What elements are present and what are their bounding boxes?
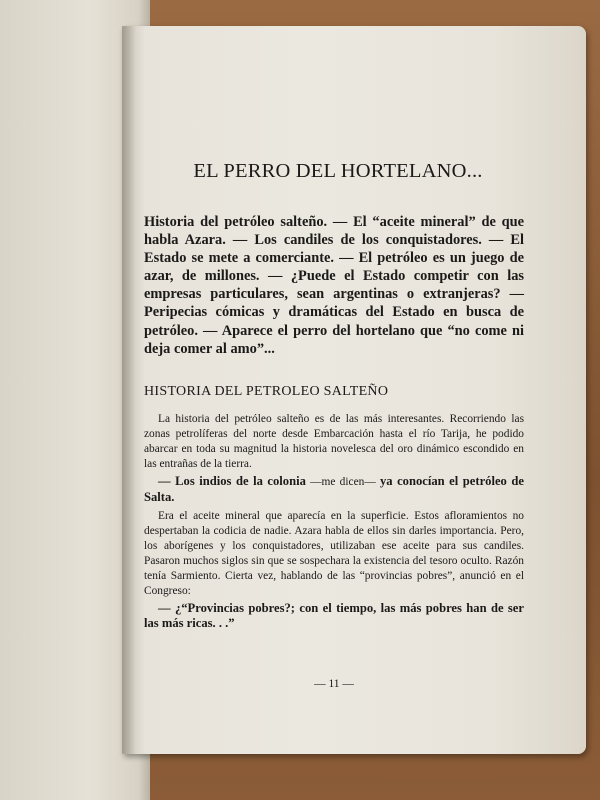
- paragraph-1: La historia del petróleo salteño es de las más interesantes. Recorriendo las zonas petrolíferas del norte desde Embarcación hasta el río Tarija, he podido abarcar en toda su magnitud la historia novelesca del oro dinámico escondido en las entrañas de la tierra.: [144, 412, 524, 471]
- page-gutter-shadow: [122, 26, 136, 754]
- quote-1-part-2: ya conocían el petróleo de Salta.: [144, 474, 524, 505]
- quote-1: [144, 474, 524, 505]
- section-heading: HISTORIA DEL PETROLEO SALTEÑO: [144, 383, 389, 399]
- quote-1-aside: —me dicen—: [305, 476, 380, 489]
- paragraph-2: Era el aceite mineral que aparecía en la superficie. Estos afloramientos no despertaban la codicia de nadie. Azara habla de ellos sin darles importancia. Pero, los aborígenes y los conquistadores, utilizaban ese aceite para sus candiles. Pasaron muchos siglos sin que se sospechara la existencia del tesoro oculto. Razón tenía Sarmiento. Cierta vez, hablando de las “provincias pobres”, anunció en el Congreso:: [144, 509, 524, 597]
- chapter-title: EL PERRO DEL HORTELANO...: [193, 160, 483, 182]
- quote-1-part-1: — Los indios de la colonia: [158, 474, 306, 489]
- page-number: — 11 —: [314, 678, 354, 690]
- page-content: [144, 160, 524, 635]
- quote-2: — ¿“Provincias pobres?; con el tiempo, las más pobres han de ser las más ricas. . .”: [144, 601, 524, 631]
- chapter-summary: Historia del petróleo salteño. — El “aceite mineral” de que habla Azara. — Los candiles de los conquistadores. — El Estado se mete a comerciante. — El petróleo es un juego de azar, de millones. — ¿Puede el Estado competir con las empresas particulares, sean argentinas o extranjeras? — Peripecias cómicas y dramáticas del Estado en busca de petróleo. — Aparece el perro del hortelano que “no come ni deja comer al amo”...: [144, 214, 524, 357]
